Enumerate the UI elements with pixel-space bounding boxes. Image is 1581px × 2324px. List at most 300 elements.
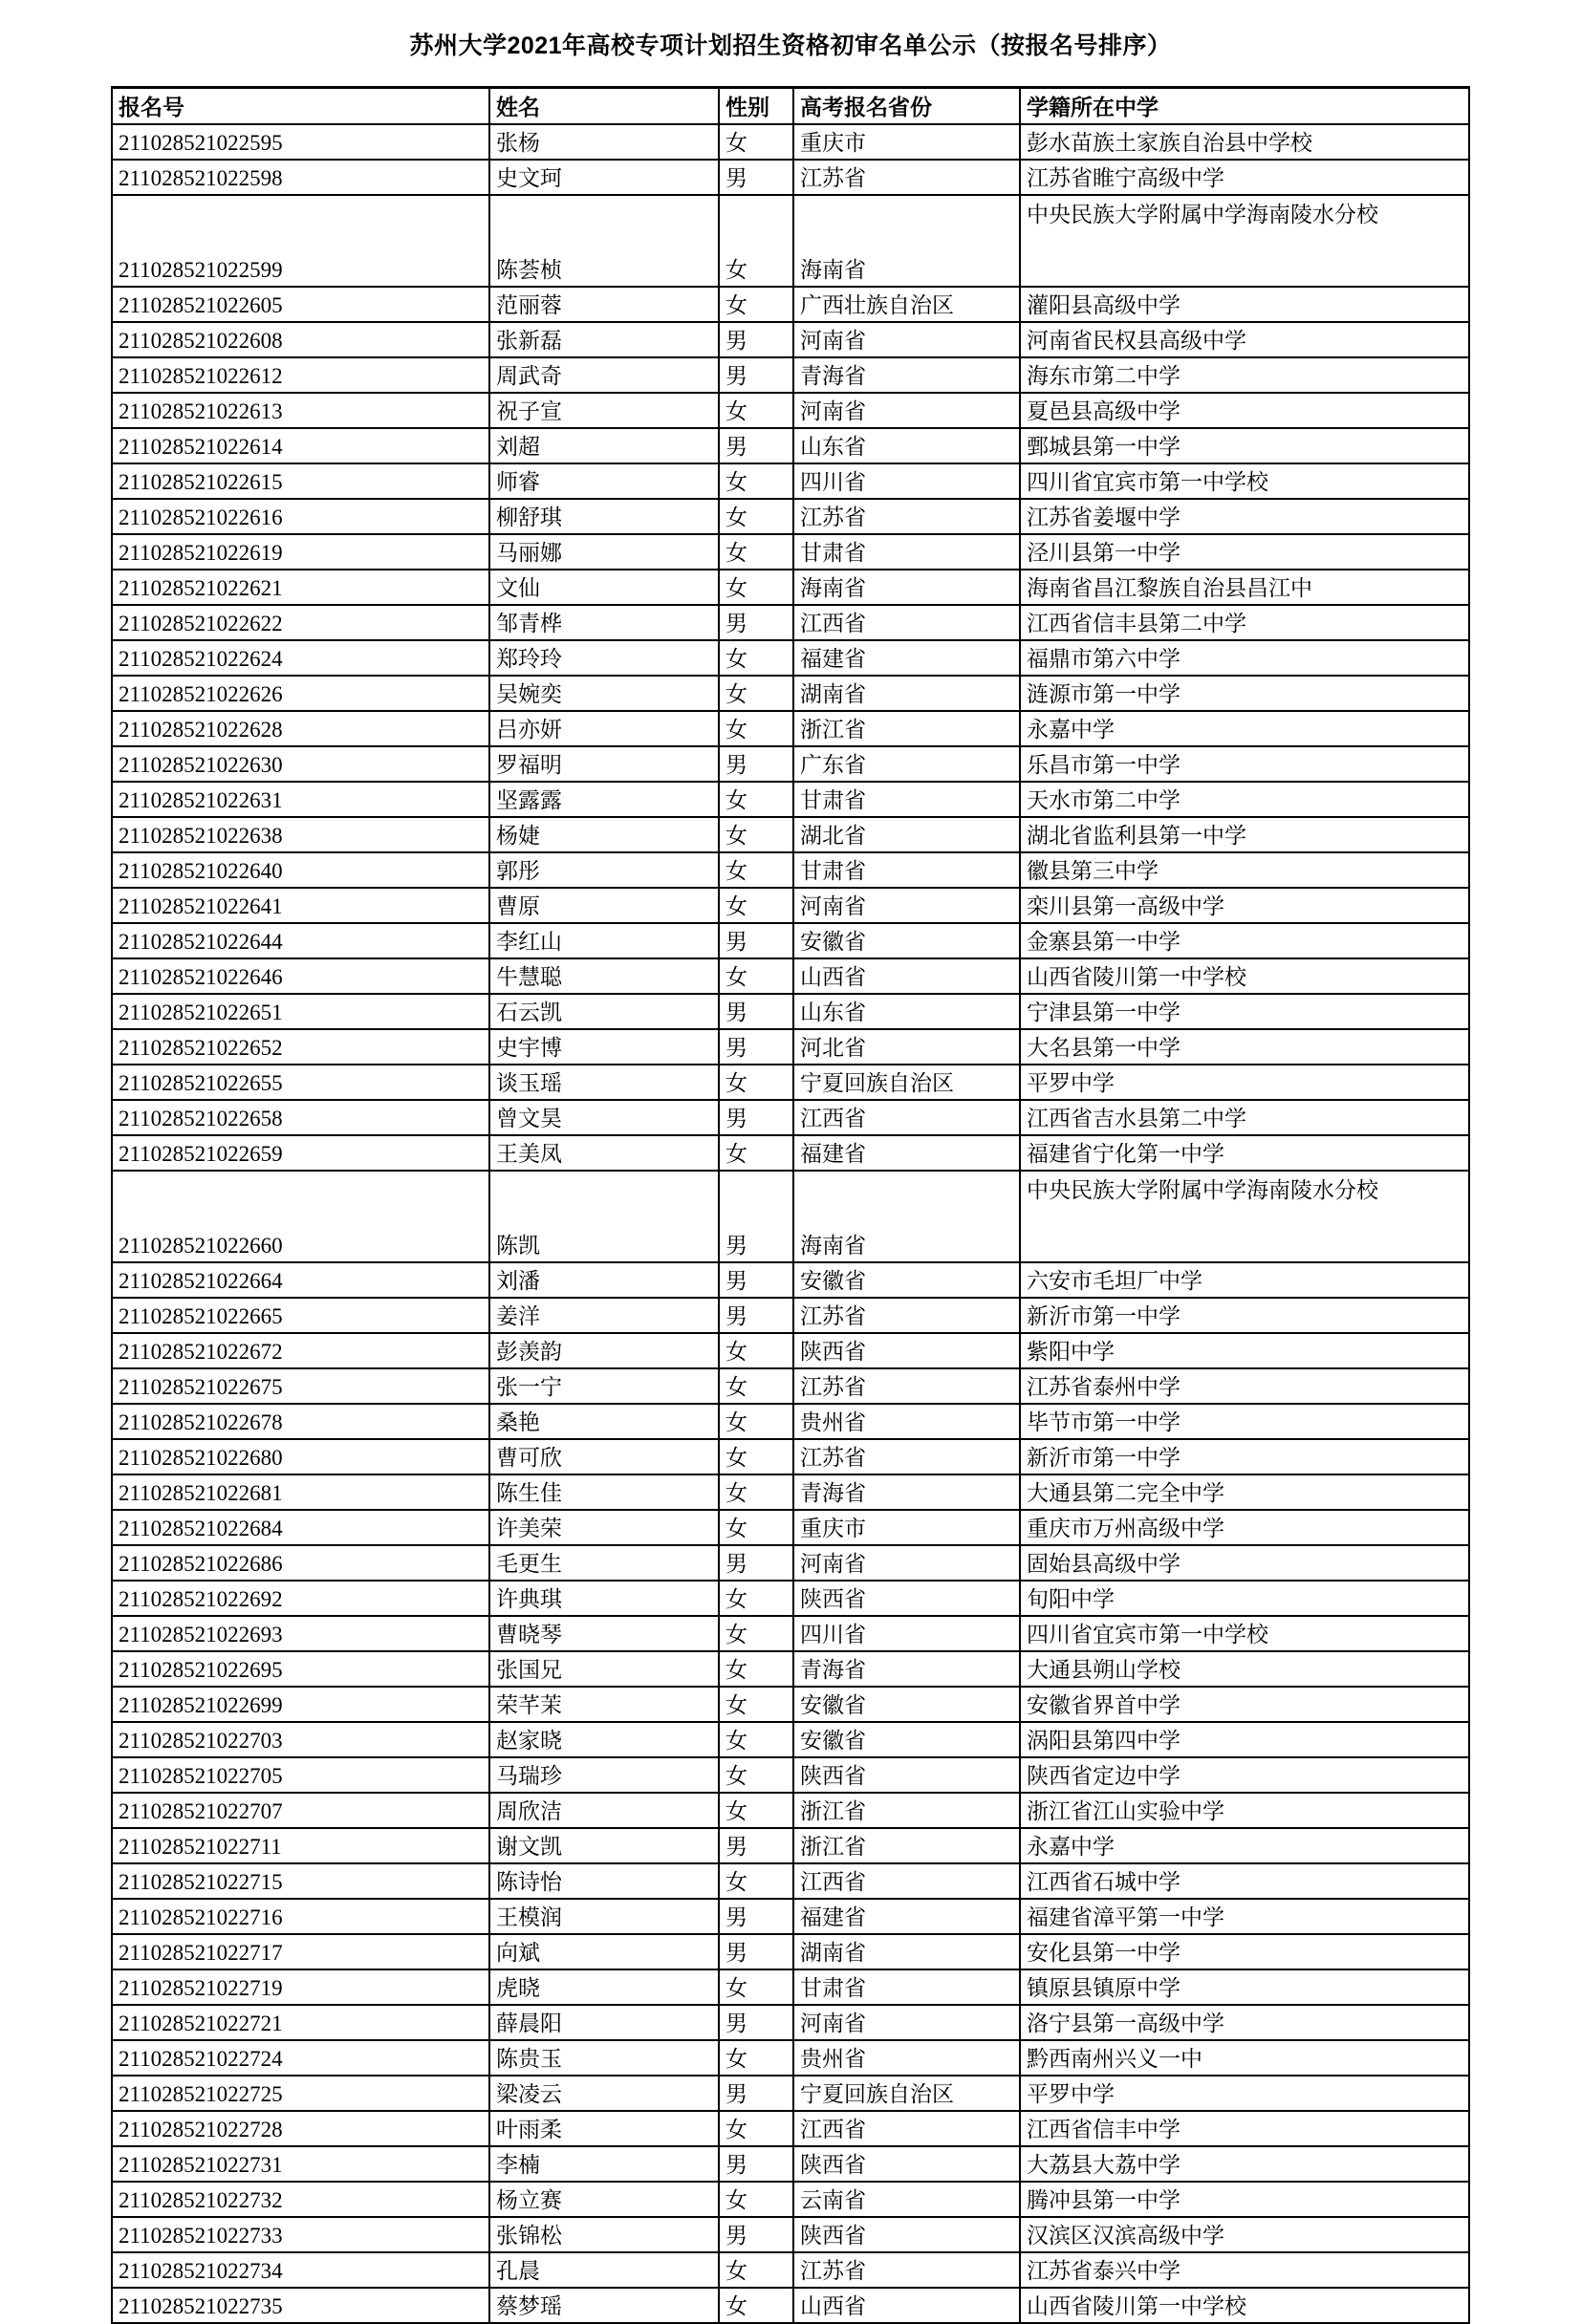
column-header-gender: 性别 [719, 88, 793, 125]
cell-gender: 男 [719, 2217, 793, 2252]
cell-registration-number: 211028521022703 [112, 1722, 489, 1757]
cell-name: 许典琪 [489, 1581, 719, 1616]
cell-name: 陈生佳 [489, 1474, 719, 1510]
cell-high-school: 紫阳中学 [1020, 1333, 1469, 1368]
cell-registration-number: 211028521022638 [112, 817, 489, 852]
cell-name: 陈诗怡 [489, 1863, 719, 1899]
cell-gender: 女 [719, 2288, 793, 2323]
cell-registration-number: 211028521022640 [112, 852, 489, 888]
cell-high-school: 新沂市第一中学 [1020, 1298, 1469, 1333]
cell-name: 陈贵玉 [489, 2040, 719, 2076]
cell-exam-province: 青海省 [793, 1474, 1020, 1510]
cell-high-school: 陕西省定边中学 [1020, 1757, 1469, 1793]
cell-high-school: 福建省漳平第一中学 [1020, 1899, 1469, 1934]
cell-high-school: 河南省民权县高级中学 [1020, 322, 1469, 357]
table-row [112, 534, 1469, 570]
cell-registration-number: 211028521022659 [112, 1135, 489, 1171]
cell-high-school: 重庆市万州高级中学 [1020, 1510, 1469, 1545]
cell-name: 谢文凯 [489, 1828, 719, 1863]
cell-high-school: 江西省石城中学 [1020, 1863, 1469, 1899]
table-row [112, 499, 1469, 534]
cell-exam-province: 湖南省 [793, 676, 1020, 711]
cell-high-school: 旬阳中学 [1020, 1581, 1469, 1616]
cell-exam-province: 云南省 [793, 2182, 1020, 2217]
cell-high-school: 永嘉中学 [1020, 1828, 1469, 1863]
table-row [112, 287, 1469, 322]
cell-name: 坚露露 [489, 782, 719, 817]
table-row [112, 640, 1469, 676]
cell-gender: 男 [719, 1171, 793, 1262]
cell-registration-number: 211028521022641 [112, 888, 489, 923]
cell-high-school: 汉滨区汉滨高级中学 [1020, 2217, 1469, 2252]
cell-high-school: 宁津县第一中学 [1020, 994, 1469, 1029]
cell-name: 郑玲玲 [489, 640, 719, 676]
cell-registration-number: 211028521022612 [112, 357, 489, 393]
cell-high-school: 徽县第三中学 [1020, 852, 1469, 888]
cell-gender: 女 [719, 817, 793, 852]
cell-name: 邹青桦 [489, 605, 719, 640]
cell-gender: 女 [719, 640, 793, 676]
cell-name: 张一宁 [489, 1368, 719, 1404]
cell-registration-number: 211028521022684 [112, 1510, 489, 1545]
cell-exam-province: 甘肃省 [793, 534, 1020, 570]
table-header [112, 88, 1469, 125]
cell-high-school: 金寨县第一中学 [1020, 923, 1469, 958]
table-row [112, 1687, 1469, 1722]
cell-name: 李楠 [489, 2146, 719, 2182]
cell-gender: 女 [719, 1065, 793, 1100]
cell-gender: 女 [719, 287, 793, 322]
cell-registration-number: 211028521022631 [112, 782, 489, 817]
cell-registration-number: 211028521022675 [112, 1368, 489, 1404]
table-row [112, 160, 1469, 195]
cell-high-school: 福鼎市第六中学 [1020, 640, 1469, 676]
cell-name: 曾文昊 [489, 1100, 719, 1135]
cell-high-school: 天水市第二中学 [1020, 782, 1469, 817]
cell-high-school: 鄄城县第一中学 [1020, 428, 1469, 463]
cell-name: 向斌 [489, 1934, 719, 1969]
cell-name: 王美凤 [489, 1135, 719, 1171]
cell-exam-province: 安徽省 [793, 1687, 1020, 1722]
cell-exam-province: 江苏省 [793, 1298, 1020, 1333]
cell-name: 曹原 [489, 888, 719, 923]
table-row [112, 1262, 1469, 1298]
table-row [112, 1065, 1469, 1100]
table-row [112, 676, 1469, 711]
cell-registration-number: 211028521022731 [112, 2146, 489, 2182]
cell-high-school: 江西省信丰中学 [1020, 2111, 1469, 2146]
cell-gender: 男 [719, 2005, 793, 2040]
cell-name: 吴婉奕 [489, 676, 719, 711]
cell-registration-number: 211028521022692 [112, 1581, 489, 1616]
table-row [112, 605, 1469, 640]
cell-name: 史宇博 [489, 1029, 719, 1065]
cell-name: 薛晨阳 [489, 2005, 719, 2040]
cell-exam-province: 河南省 [793, 2005, 1020, 2040]
cell-high-school: 安徽省界首中学 [1020, 1687, 1469, 1722]
cell-exam-province: 广西壮族自治区 [793, 287, 1020, 322]
cell-gender: 男 [719, 923, 793, 958]
cell-name: 周欣洁 [489, 1793, 719, 1828]
cell-high-school: 江西省吉水县第二中学 [1020, 1100, 1469, 1135]
cell-registration-number: 211028521022655 [112, 1065, 489, 1100]
cell-gender: 男 [719, 428, 793, 463]
cell-high-school: 涟源市第一中学 [1020, 676, 1469, 711]
cell-registration-number: 211028521022664 [112, 1262, 489, 1298]
cell-exam-province: 浙江省 [793, 1793, 1020, 1828]
cell-gender: 女 [719, 852, 793, 888]
cell-registration-number: 211028521022595 [112, 124, 489, 160]
cell-high-school: 涡阳县第四中学 [1020, 1722, 1469, 1757]
cell-high-school: 山西省陵川第一中学校 [1020, 958, 1469, 994]
cell-registration-number: 211028521022616 [112, 499, 489, 534]
table-row [112, 2288, 1469, 2323]
cell-gender: 女 [719, 1722, 793, 1757]
cell-name: 叶雨柔 [489, 2111, 719, 2146]
cell-registration-number: 211028521022717 [112, 1934, 489, 1969]
table-row [112, 428, 1469, 463]
cell-registration-number: 211028521022693 [112, 1616, 489, 1651]
cell-gender: 女 [719, 124, 793, 160]
cell-high-school: 安化县第一中学 [1020, 1934, 1469, 1969]
cell-gender: 女 [719, 711, 793, 746]
cell-high-school: 江西省信丰县第二中学 [1020, 605, 1469, 640]
cell-gender: 女 [719, 463, 793, 499]
cell-exam-province: 河南省 [793, 393, 1020, 428]
cell-high-school: 江苏省泰兴中学 [1020, 2252, 1469, 2288]
table-row [112, 746, 1469, 782]
cell-name: 刘潘 [489, 1262, 719, 1298]
cell-exam-province: 贵州省 [793, 1404, 1020, 1439]
cell-exam-province: 安徽省 [793, 923, 1020, 958]
cell-high-school: 福建省宁化第一中学 [1020, 1135, 1469, 1171]
cell-high-school: 固始县高级中学 [1020, 1545, 1469, 1581]
cell-exam-province: 陕西省 [793, 1757, 1020, 1793]
cell-registration-number: 211028521022715 [112, 1863, 489, 1899]
table-row [112, 711, 1469, 746]
cell-name: 桑艳 [489, 1404, 719, 1439]
cell-gender: 女 [719, 1651, 793, 1687]
cell-exam-province: 宁夏回族自治区 [793, 2076, 1020, 2111]
cell-exam-province: 河北省 [793, 1029, 1020, 1065]
cell-exam-province: 陕西省 [793, 2146, 1020, 2182]
cell-gender: 女 [719, 393, 793, 428]
cell-gender: 男 [719, 2076, 793, 2111]
cell-registration-number: 211028521022626 [112, 676, 489, 711]
cell-high-school: 大通县朔山学校 [1020, 1651, 1469, 1687]
cell-registration-number: 211028521022728 [112, 2111, 489, 2146]
cell-high-school: 灌阳县高级中学 [1020, 287, 1469, 322]
cell-name: 张国兄 [489, 1651, 719, 1687]
cell-name: 文仙 [489, 570, 719, 605]
cell-high-school: 六安市毛坦厂中学 [1020, 1262, 1469, 1298]
cell-gender: 女 [719, 1474, 793, 1510]
cell-registration-number: 211028521022695 [112, 1651, 489, 1687]
cell-gender: 女 [719, 499, 793, 534]
cell-exam-province: 江苏省 [793, 1439, 1020, 1474]
cell-name: 刘超 [489, 428, 719, 463]
cell-registration-number: 211028521022614 [112, 428, 489, 463]
cell-exam-province: 江苏省 [793, 499, 1020, 534]
table-row [112, 1651, 1469, 1687]
cell-name: 毛更生 [489, 1545, 719, 1581]
table-row [112, 1722, 1469, 1757]
cell-high-school: 洛宁县第一高级中学 [1020, 2005, 1469, 2040]
cell-gender: 女 [719, 1581, 793, 1616]
cell-registration-number: 211028521022733 [112, 2217, 489, 2252]
cell-exam-province: 重庆市 [793, 1510, 1020, 1545]
cell-registration-number: 211028521022660 [112, 1171, 489, 1262]
cell-gender: 男 [719, 1262, 793, 1298]
cell-high-school: 腾冲县第一中学 [1020, 2182, 1469, 2217]
cell-high-school: 海东市第二中学 [1020, 357, 1469, 393]
cell-exam-province: 山东省 [793, 428, 1020, 463]
cell-registration-number: 211028521022734 [112, 2252, 489, 2288]
cell-high-school: 栾川县第一高级中学 [1020, 888, 1469, 923]
table-row [112, 1029, 1469, 1065]
cell-registration-number: 211028521022658 [112, 1100, 489, 1135]
cell-name: 杨婕 [489, 817, 719, 852]
cell-registration-number: 211028521022735 [112, 2288, 489, 2323]
table-row [112, 2182, 1469, 2217]
cell-exam-province: 陕西省 [793, 1581, 1020, 1616]
cell-exam-province: 四川省 [793, 463, 1020, 499]
table-row [112, 124, 1469, 160]
cell-exam-province: 山西省 [793, 2288, 1020, 2323]
table-row [112, 1899, 1469, 1934]
cell-gender: 女 [719, 1510, 793, 1545]
cell-high-school: 乐昌市第一中学 [1020, 746, 1469, 782]
table-row [112, 1863, 1469, 1899]
cell-exam-province: 江西省 [793, 1863, 1020, 1899]
cell-registration-number: 211028521022613 [112, 393, 489, 428]
cell-registration-number: 211028521022686 [112, 1545, 489, 1581]
cell-gender: 女 [719, 2040, 793, 2076]
cell-high-school: 江苏省姜堰中学 [1020, 499, 1469, 534]
cell-name: 杨立赛 [489, 2182, 719, 2217]
cell-gender: 女 [719, 1616, 793, 1651]
cell-exam-province: 江西省 [793, 2111, 1020, 2146]
cell-exam-province: 福建省 [793, 640, 1020, 676]
cell-name: 石云凯 [489, 994, 719, 1029]
cell-registration-number: 211028521022621 [112, 570, 489, 605]
cell-gender: 女 [719, 2182, 793, 2217]
column-header-registration-number: 报名号 [112, 88, 489, 125]
cell-exam-province: 河南省 [793, 1545, 1020, 1581]
table-row [112, 357, 1469, 393]
cell-high-school: 江苏省泰州中学 [1020, 1368, 1469, 1404]
cell-gender: 女 [719, 1793, 793, 1828]
cell-exam-province: 福建省 [793, 1135, 1020, 1171]
column-header-exam-province: 高考报名省份 [793, 88, 1020, 125]
cell-name: 罗福明 [489, 746, 719, 782]
table-header-row [112, 88, 1469, 125]
cell-high-school: 中央民族大学附属中学海南陵水分校 [1020, 1171, 1469, 1262]
cell-name: 牛慧聪 [489, 958, 719, 994]
cell-exam-province: 福建省 [793, 1899, 1020, 1934]
cell-name: 曹可欣 [489, 1439, 719, 1474]
cell-registration-number: 211028521022707 [112, 1793, 489, 1828]
cell-gender: 女 [719, 958, 793, 994]
cell-name: 祝子宣 [489, 393, 719, 428]
cell-name: 张杨 [489, 124, 719, 160]
cell-registration-number: 211028521022624 [112, 640, 489, 676]
cell-high-school: 永嘉中学 [1020, 711, 1469, 746]
table-row [112, 1934, 1469, 1969]
table-row [112, 2252, 1469, 2288]
cell-registration-number: 211028521022608 [112, 322, 489, 357]
cell-exam-province: 贵州省 [793, 2040, 1020, 2076]
cell-gender: 女 [719, 1135, 793, 1171]
cell-gender: 女 [719, 1439, 793, 1474]
cell-name: 陈荟桢 [489, 195, 719, 287]
cell-exam-province: 青海省 [793, 357, 1020, 393]
cell-name: 吕亦妍 [489, 711, 719, 746]
table-row [112, 1581, 1469, 1616]
cell-exam-province: 四川省 [793, 1616, 1020, 1651]
cell-gender: 女 [719, 534, 793, 570]
cell-high-school: 中央民族大学附属中学海南陵水分校 [1020, 195, 1469, 287]
cell-name: 曹晓琴 [489, 1616, 719, 1651]
cell-exam-province: 海南省 [793, 195, 1020, 287]
cell-exam-province: 湖北省 [793, 817, 1020, 852]
cell-name: 师睿 [489, 463, 719, 499]
cell-gender: 女 [719, 1757, 793, 1793]
cell-name: 柳舒琪 [489, 499, 719, 534]
cell-exam-province: 海南省 [793, 570, 1020, 605]
cell-gender: 男 [719, 1828, 793, 1863]
cell-gender: 女 [719, 676, 793, 711]
cell-exam-province: 浙江省 [793, 711, 1020, 746]
cell-name: 姜洋 [489, 1298, 719, 1333]
cell-gender: 女 [719, 1333, 793, 1368]
applicant-listing-table [111, 86, 1470, 2324]
cell-high-school: 夏邑县高级中学 [1020, 393, 1469, 428]
cell-gender: 男 [719, 160, 793, 195]
cell-registration-number: 211028521022599 [112, 195, 489, 287]
table-row [112, 958, 1469, 994]
cell-gender: 女 [719, 1404, 793, 1439]
table-row [112, 2111, 1469, 2146]
cell-high-school: 浙江省江山实验中学 [1020, 1793, 1469, 1828]
cell-registration-number: 211028521022652 [112, 1029, 489, 1065]
cell-exam-province: 宁夏回族自治区 [793, 1065, 1020, 1100]
cell-gender: 女 [719, 2252, 793, 2288]
table-row [112, 1135, 1469, 1171]
table-row [112, 1100, 1469, 1135]
cell-high-school: 新沂市第一中学 [1020, 1439, 1469, 1474]
cell-registration-number: 211028521022678 [112, 1404, 489, 1439]
cell-gender: 男 [719, 322, 793, 357]
cell-exam-province: 陕西省 [793, 2217, 1020, 2252]
cell-gender: 女 [719, 1863, 793, 1899]
cell-name: 虎晓 [489, 1969, 719, 2005]
table-row [112, 1404, 1469, 1439]
cell-exam-province: 甘肃省 [793, 782, 1020, 817]
table-container [0, 86, 1581, 2324]
cell-registration-number: 211028521022719 [112, 1969, 489, 2005]
cell-exam-province: 广东省 [793, 746, 1020, 782]
cell-exam-province: 安徽省 [793, 1722, 1020, 1757]
cell-exam-province: 重庆市 [793, 124, 1020, 160]
cell-gender: 女 [719, 1687, 793, 1722]
table-row [112, 1171, 1469, 1262]
table-row [112, 1298, 1469, 1333]
table-row [112, 2076, 1469, 2111]
cell-name: 荣芊茉 [489, 1687, 719, 1722]
cell-exam-province: 甘肃省 [793, 1969, 1020, 2005]
cell-exam-province: 江苏省 [793, 1368, 1020, 1404]
cell-high-school: 大荔县大荔中学 [1020, 2146, 1469, 2182]
table-row [112, 994, 1469, 1029]
cell-name: 谈玉瑶 [489, 1065, 719, 1100]
cell-registration-number: 211028521022705 [112, 1757, 489, 1793]
table-row [112, 322, 1469, 357]
cell-registration-number: 211028521022699 [112, 1687, 489, 1722]
cell-exam-province: 江苏省 [793, 2252, 1020, 2288]
cell-registration-number: 211028521022651 [112, 994, 489, 1029]
cell-exam-province: 江苏省 [793, 160, 1020, 195]
cell-gender: 女 [719, 2111, 793, 2146]
table-row [112, 1828, 1469, 1863]
cell-gender: 女 [719, 195, 793, 287]
cell-high-school: 大名县第一中学 [1020, 1029, 1469, 1065]
cell-gender: 男 [719, 357, 793, 393]
table-row [112, 852, 1469, 888]
cell-exam-province: 甘肃省 [793, 852, 1020, 888]
cell-name: 梁凌云 [489, 2076, 719, 2111]
cell-gender: 男 [719, 1029, 793, 1065]
cell-name: 郭彤 [489, 852, 719, 888]
cell-high-school: 平罗中学 [1020, 2076, 1469, 2111]
table-row [112, 888, 1469, 923]
table-row [112, 1368, 1469, 1404]
table-row [112, 1439, 1469, 1474]
cell-high-school: 镇原县镇原中学 [1020, 1969, 1469, 2005]
table-row [112, 463, 1469, 499]
cell-exam-province: 湖南省 [793, 1934, 1020, 1969]
table-row [112, 817, 1469, 852]
table-row [112, 2005, 1469, 2040]
cell-high-school: 江苏省睢宁高级中学 [1020, 160, 1469, 195]
cell-exam-province: 江西省 [793, 605, 1020, 640]
cell-high-school: 湖北省监利县第一中学 [1020, 817, 1469, 852]
cell-registration-number: 211028521022721 [112, 2005, 489, 2040]
cell-gender: 男 [719, 605, 793, 640]
table-row [112, 923, 1469, 958]
cell-exam-province: 山西省 [793, 958, 1020, 994]
cell-high-school: 平罗中学 [1020, 1065, 1469, 1100]
cell-exam-province: 浙江省 [793, 1828, 1020, 1863]
table-row [112, 1616, 1469, 1651]
cell-name: 张锦松 [489, 2217, 719, 2252]
cell-registration-number: 211028521022716 [112, 1899, 489, 1934]
cell-exam-province: 安徽省 [793, 1262, 1020, 1298]
table-row [112, 1757, 1469, 1793]
cell-registration-number: 211028521022615 [112, 463, 489, 499]
column-header-high-school: 学籍所在中学 [1020, 88, 1469, 125]
table-row [112, 1510, 1469, 1545]
cell-name: 孔晨 [489, 2252, 719, 2288]
cell-name: 史文珂 [489, 160, 719, 195]
cell-exam-province: 山东省 [793, 994, 1020, 1029]
cell-gender: 男 [719, 2146, 793, 2182]
cell-registration-number: 211028521022724 [112, 2040, 489, 2076]
table-row [112, 1545, 1469, 1581]
cell-high-school: 四川省宜宾市第一中学校 [1020, 463, 1469, 499]
cell-name: 陈凯 [489, 1171, 719, 1262]
cell-registration-number: 211028521022644 [112, 923, 489, 958]
